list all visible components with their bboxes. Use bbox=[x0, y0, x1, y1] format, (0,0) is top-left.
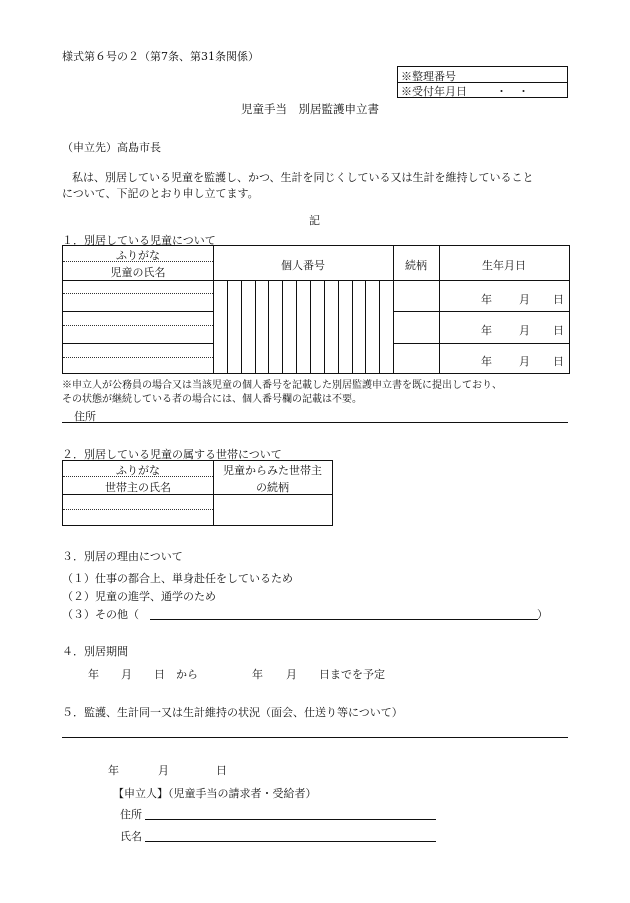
children-table bbox=[62, 245, 570, 374]
applicant-name-label: 氏名 bbox=[120, 830, 142, 843]
period-until-year: 年 bbox=[252, 668, 263, 681]
signature-day: 日 bbox=[216, 764, 227, 777]
addressee: （申立先）高島市長 bbox=[62, 141, 161, 154]
received-date-label: ※受付年月日 bbox=[401, 85, 467, 98]
birthdate-year-label: 年 bbox=[481, 293, 492, 306]
reason-option-2: （２）児童の進学、通学のため bbox=[62, 590, 216, 603]
period-until-month: 月 bbox=[286, 668, 297, 681]
child-address-line bbox=[62, 422, 568, 423]
reason-option-3: （３）その他（ bbox=[62, 608, 139, 621]
page-title: 児童手当 別居監護申立書 bbox=[241, 102, 379, 116]
section3-heading: ３．別居の理由について bbox=[62, 550, 183, 563]
birthdate-month-label: 月 bbox=[519, 355, 530, 368]
household-col-furigana: ふりがな bbox=[116, 464, 160, 477]
reason-option-1: （１）仕事の都合上、単身赴任をしているため bbox=[62, 572, 293, 585]
section5-answer-line bbox=[62, 737, 568, 738]
reason-other-line bbox=[150, 619, 538, 620]
children-col-name: 児童の氏名 bbox=[110, 266, 166, 279]
signature-month: 月 bbox=[158, 764, 169, 777]
section1-heading: １．別居している児童について bbox=[62, 234, 216, 247]
children-col-mynumber: 個人番号 bbox=[281, 259, 325, 272]
period-until-day: 日までを予定 bbox=[319, 668, 385, 681]
household-col-relation-1: 児童からみた世帯主 bbox=[223, 464, 322, 477]
applicant-name-line bbox=[145, 841, 436, 842]
birthdate-year-label: 年 bbox=[481, 355, 492, 368]
children-col-relation: 続柄 bbox=[405, 259, 427, 272]
household-table bbox=[62, 460, 333, 526]
reason-option-3-close: ） bbox=[537, 608, 548, 621]
form-number: 様式第６号の２（第7条、第31条関係） bbox=[62, 50, 259, 63]
mynumber-note-1: ※申立人が公務員の場合又は当該児童の個人番号を記載した別居監護申立書を既に提出しており、 bbox=[62, 380, 502, 391]
intro-line-2: について、下記のとおり申し立てます。 bbox=[62, 187, 259, 200]
signature-year: 年 bbox=[108, 764, 119, 777]
children-col-furigana: ふりがな bbox=[116, 249, 160, 262]
birthdate-day-label: 日 bbox=[553, 324, 564, 337]
birthdate-year-label: 年 bbox=[481, 324, 492, 337]
period-from-day: 日 から bbox=[154, 668, 198, 681]
birthdate-month-label: 月 bbox=[519, 324, 530, 337]
mynumber-note-2: その状態が継続している者の場合には、個人番号欄の記載は不要。 bbox=[62, 394, 362, 405]
child-address-label: 住所 bbox=[74, 410, 96, 423]
section2-heading: ２．別居している児童の属する世帯について bbox=[62, 448, 282, 461]
applicant-address-line bbox=[145, 819, 436, 820]
period-from-year: 年 bbox=[88, 668, 99, 681]
ki-heading: 記 bbox=[309, 214, 320, 227]
birthdate-day-label: 日 bbox=[553, 293, 564, 306]
section4-heading: ４．別居期間 bbox=[62, 645, 128, 658]
applicant-label: 【申立人】（児童手当の請求者・受給者） bbox=[113, 787, 317, 800]
ref-number-label: ※整理番号 bbox=[401, 70, 456, 83]
section5-heading: ５．監護、生計同一又は生計維持の状況（面会、仕送り等について） bbox=[62, 706, 403, 719]
period-from-month: 月 bbox=[121, 668, 132, 681]
office-use-box bbox=[397, 66, 568, 98]
applicant-address-label: 住所 bbox=[120, 808, 142, 821]
household-col-relation-2: の続柄 bbox=[256, 481, 289, 494]
children-col-birthdate: 生年月日 bbox=[482, 259, 526, 272]
birthdate-day-label: 日 bbox=[553, 355, 564, 368]
birthdate-month-label: 月 bbox=[519, 293, 530, 306]
received-date-dots: ・ ・ bbox=[496, 85, 529, 98]
intro-line-1: 私は、別居している児童を監護し、かつ、生計を同じくしている又は生計を維持していること bbox=[72, 171, 534, 184]
household-col-name: 世帯主の氏名 bbox=[105, 481, 171, 494]
